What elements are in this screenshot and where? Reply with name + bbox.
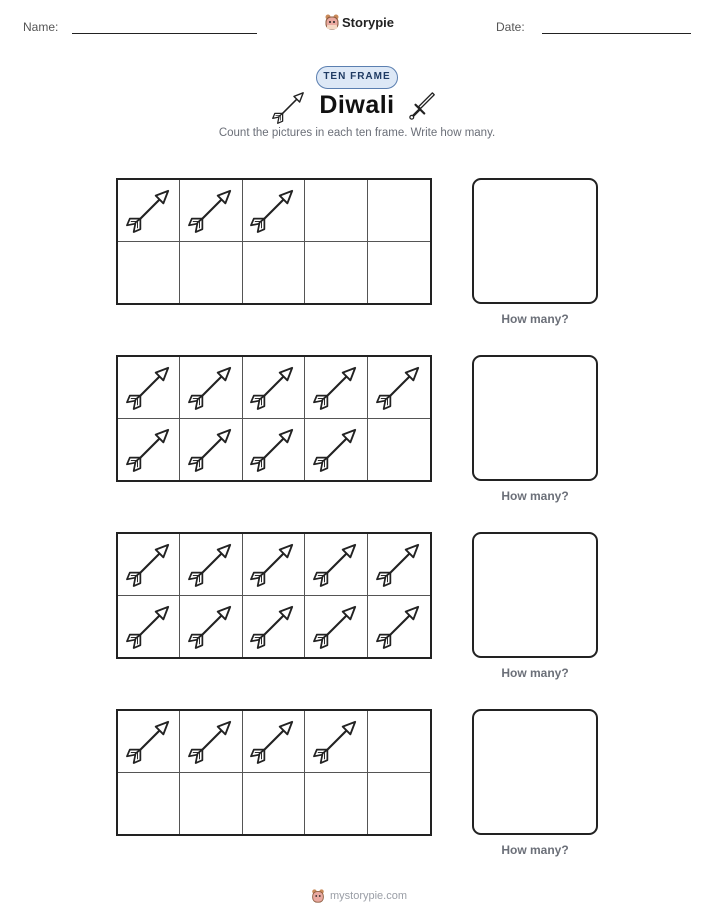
bear-icon	[310, 888, 326, 904]
arrow-icon	[313, 541, 359, 587]
ten-frame-cell	[180, 596, 242, 658]
name-label: Name:	[23, 20, 59, 34]
ten-frame-cell	[118, 242, 180, 304]
arrow-icon	[126, 426, 172, 472]
date-label: Date:	[496, 20, 525, 34]
ten-frame	[116, 532, 432, 659]
ten-frame	[116, 355, 432, 482]
arrow-icon	[188, 364, 234, 410]
ten-frame-cell	[118, 596, 180, 658]
ten-frame-cell	[118, 534, 180, 596]
ten-frame	[116, 709, 432, 836]
arrow-icon	[250, 426, 296, 472]
arrow-icon	[188, 603, 234, 649]
ten-frame-cell	[243, 242, 305, 304]
ten-frame-cell	[368, 711, 430, 773]
arrow-icon	[250, 364, 296, 410]
ten-frame-cell	[243, 180, 305, 242]
ten-frame-cell	[118, 357, 180, 419]
arrow-icon	[188, 187, 234, 233]
arrow-icon	[126, 364, 172, 410]
how-many-label: How many?	[501, 312, 569, 326]
ten-frame-cell	[368, 419, 430, 481]
arrow-icon	[250, 187, 296, 233]
ten-frame-cell	[305, 773, 367, 835]
arrow-icon	[250, 541, 296, 587]
bear-icon	[324, 13, 340, 31]
ten-frame-cell	[305, 180, 367, 242]
instructions: Count the pictures in each ten frame. Write how many.	[218, 127, 496, 139]
ten-frame-cell	[180, 534, 242, 596]
ten-frame-cell	[180, 419, 242, 481]
ten-frame-cell	[243, 419, 305, 481]
ten-frame-cell	[305, 357, 367, 419]
arrow-icon	[376, 364, 422, 410]
ten-frame-cell	[118, 711, 180, 773]
arrow-icon	[313, 718, 359, 764]
ten-frame-cell	[118, 773, 180, 835]
arrow-icon	[126, 603, 172, 649]
ten-frame-cell	[305, 596, 367, 658]
ten-frame-cell	[243, 773, 305, 835]
brand-name: Storypie	[342, 14, 395, 30]
ten-frame-cell	[305, 419, 367, 481]
ten-frame-cell	[118, 180, 180, 242]
ten-frame-cell	[243, 596, 305, 658]
how-many-label: How many?	[501, 489, 569, 503]
arrow-icon	[126, 718, 172, 764]
how-many-label: How many?	[501, 843, 569, 857]
answer-box[interactable]	[472, 178, 598, 304]
worksheet-badge: TEN FRAME	[316, 66, 398, 89]
arrow-icon	[376, 541, 422, 587]
how-many-label: How many?	[501, 666, 569, 680]
name-line[interactable]	[72, 33, 257, 34]
arrow-icon	[188, 426, 234, 472]
answer-box[interactable]	[472, 355, 598, 481]
footer-url[interactable]: mystorypie.com	[330, 890, 408, 902]
ten-frame-cell	[368, 534, 430, 596]
ten-frame-cell	[305, 242, 367, 304]
ten-frame-cell	[180, 242, 242, 304]
arrow-icon	[272, 90, 306, 124]
ten-frame-cell	[368, 180, 430, 242]
ten-frame-cell	[180, 357, 242, 419]
ten-frame-cell	[368, 357, 430, 419]
arrow-icon	[376, 603, 422, 649]
sword-icon	[408, 90, 438, 122]
arrow-icon	[126, 187, 172, 233]
arrow-icon	[313, 426, 359, 472]
ten-frame-cell	[243, 534, 305, 596]
ten-frame-cell	[368, 596, 430, 658]
arrow-icon	[313, 603, 359, 649]
answer-box[interactable]	[472, 532, 598, 658]
ten-frame-cell	[180, 180, 242, 242]
brand-logo	[324, 13, 394, 31]
arrow-icon	[188, 541, 234, 587]
answer-box[interactable]	[472, 709, 598, 835]
ten-frame-cell	[305, 711, 367, 773]
page-title: Diwali	[319, 91, 395, 119]
ten-frame-cell	[305, 534, 367, 596]
arrow-icon	[250, 603, 296, 649]
ten-frame-cell	[243, 711, 305, 773]
date-line[interactable]	[542, 33, 691, 34]
ten-frame-cell	[243, 357, 305, 419]
footer	[310, 888, 407, 904]
ten-frame-cell	[180, 711, 242, 773]
ten-frame-cell	[368, 242, 430, 304]
ten-frame-cell	[118, 419, 180, 481]
arrow-icon	[250, 718, 296, 764]
arrow-icon	[313, 364, 359, 410]
arrow-icon	[188, 718, 234, 764]
ten-frame-cell	[368, 773, 430, 835]
arrow-icon	[126, 541, 172, 587]
ten-frame	[116, 178, 432, 305]
ten-frame-cell	[180, 773, 242, 835]
